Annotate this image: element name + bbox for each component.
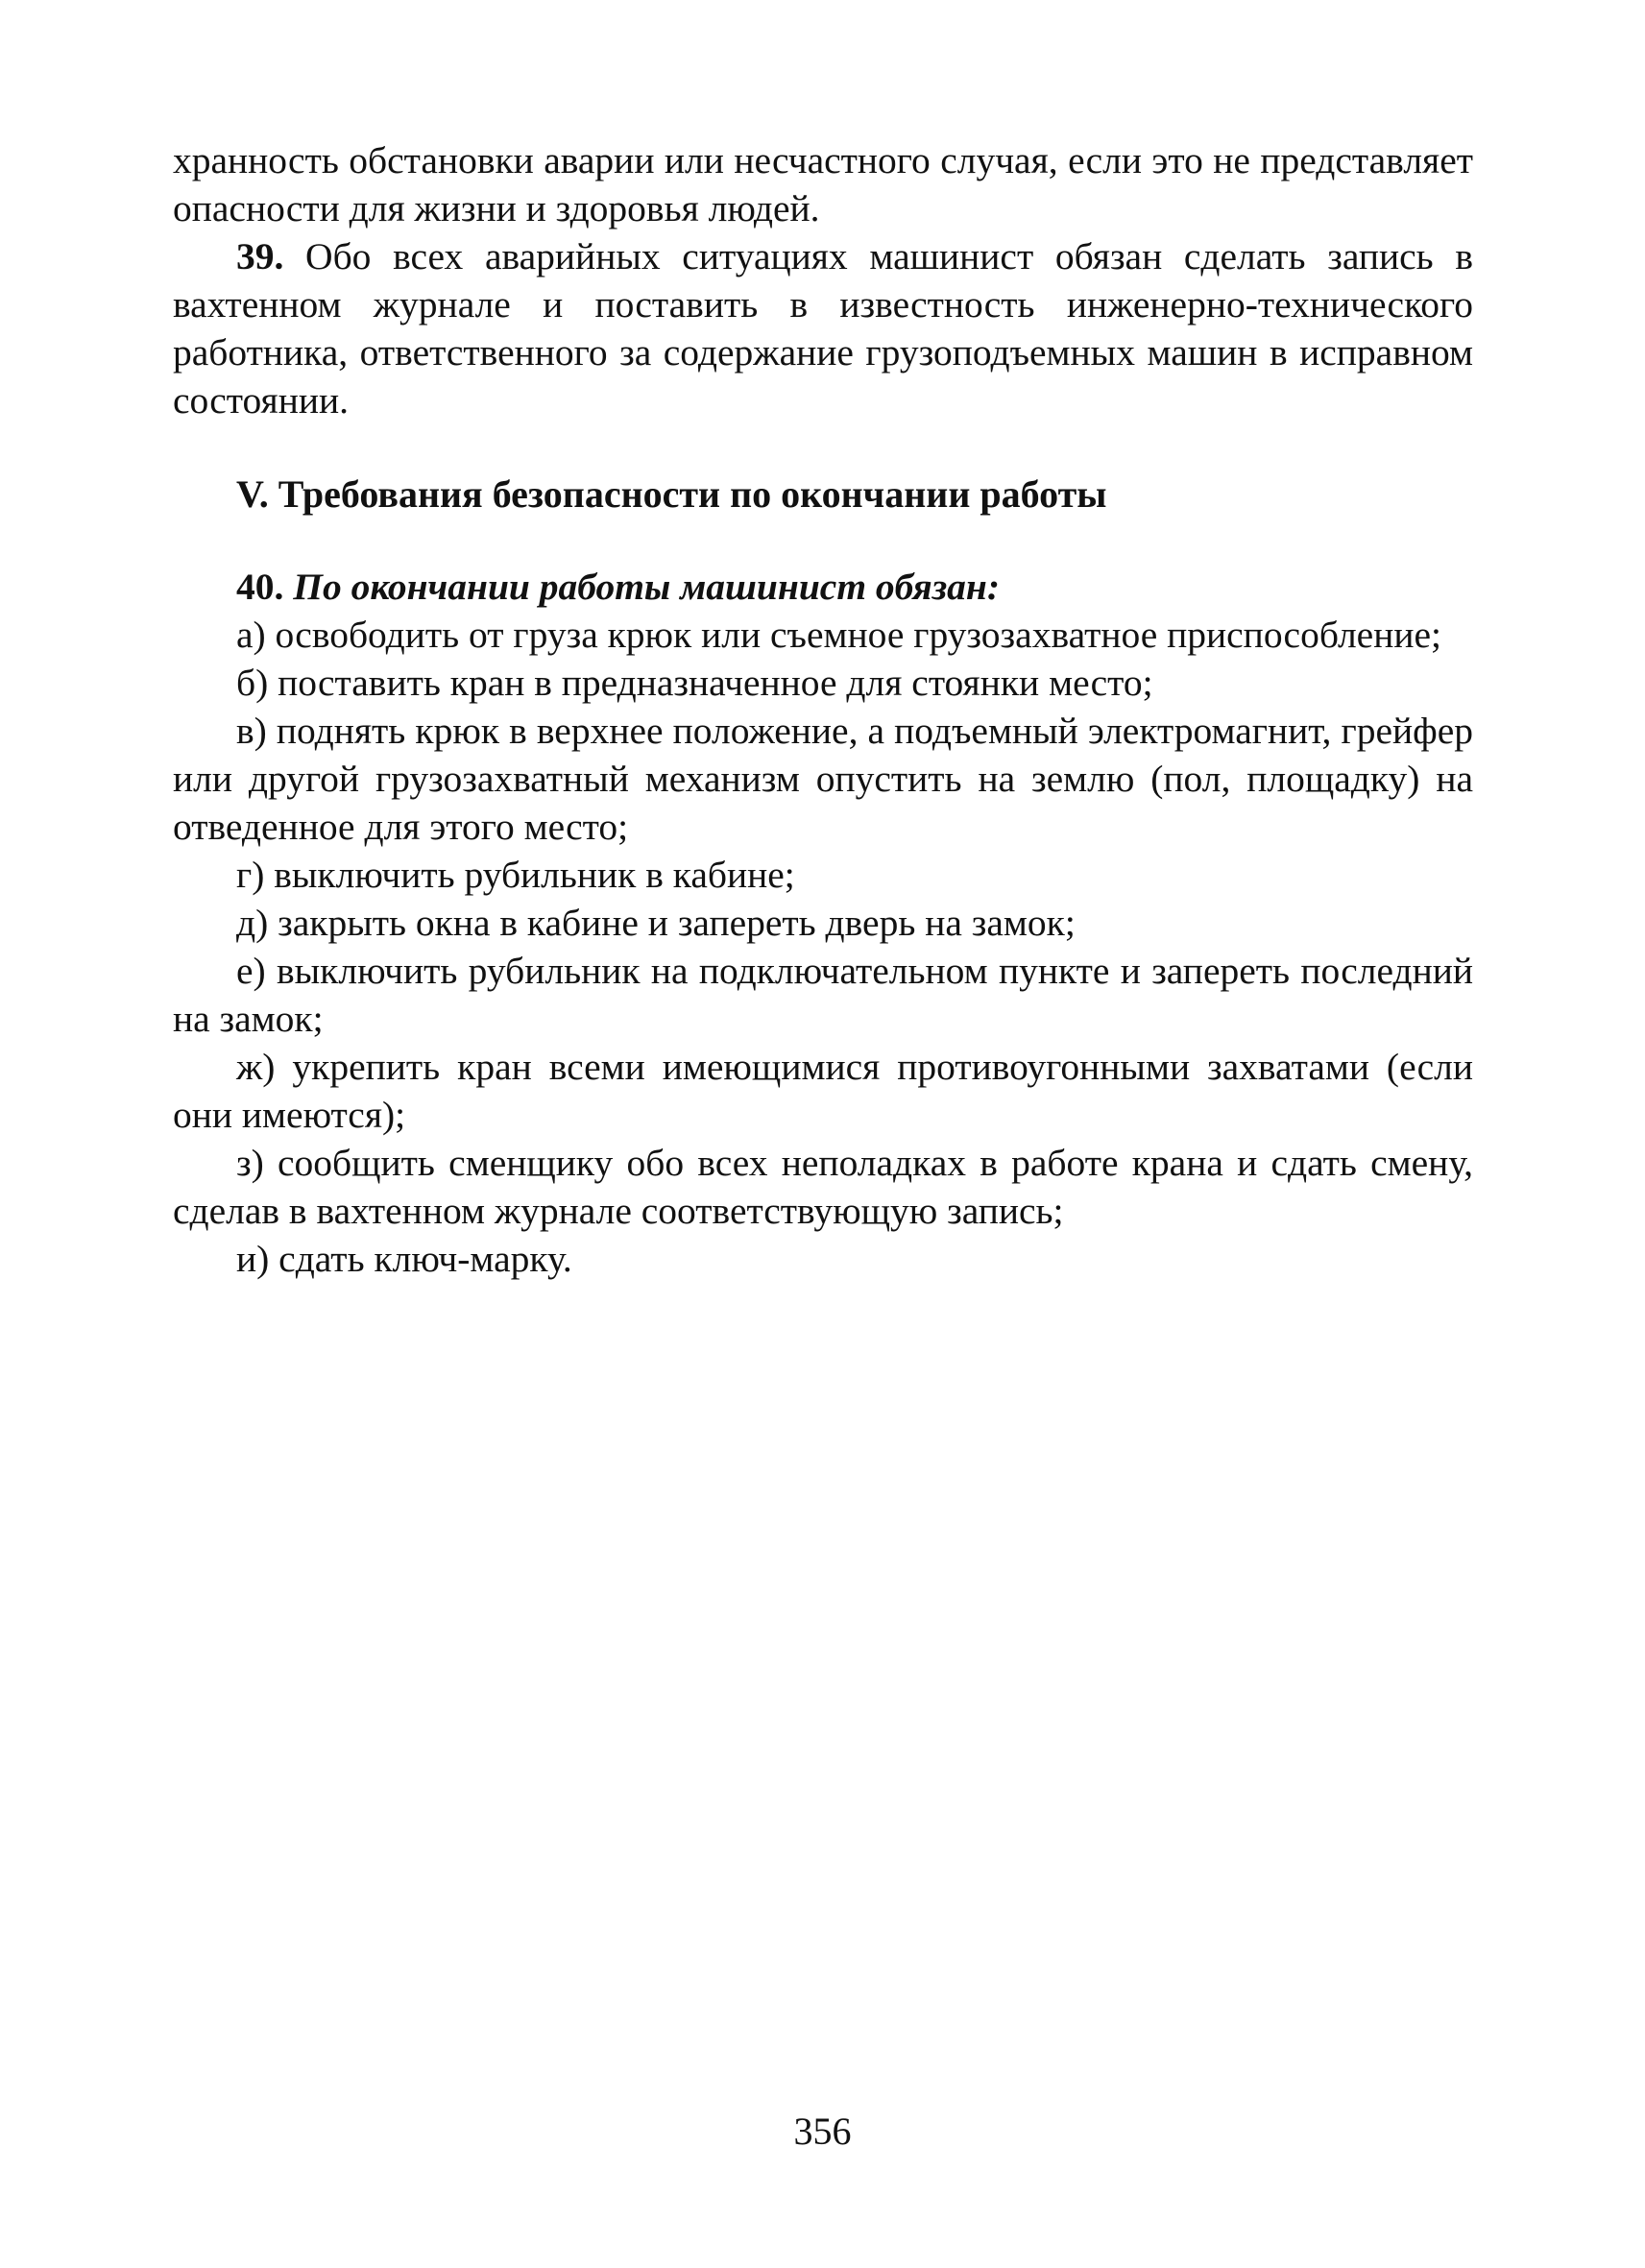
list-item: в) поднять крюк в верхнее положение, а подъемный электромагнит, грейфер или другой грузозахватный механизм опустить на землю (пол, площадку) на отведенное для этого место; [173, 710, 1473, 848]
item-40-title-paragraph [173, 563, 1473, 611]
list-item: а) освободить от груза крюк или съемное грузозахватное приспособление; [236, 614, 1441, 656]
list-item: г) выключить рубильник в кабине; [236, 854, 795, 896]
list-item: д) закрыть окна в кабине и запереть дверь на замок; [236, 902, 1076, 944]
list-item: з) сообщить сменщику обо всех неполадках в работе крана и сдать смену, сделав в вахтенном журнале соответствующую запись; [173, 1142, 1473, 1232]
continuation-paragraph: хранность обстановки аварии или несчастного случая, если это не представляет опасности для жизни и здоровья людей. [173, 139, 1473, 229]
page-number: 356 [793, 2110, 852, 2153]
list-item: е) выключить рубильник на подключательном пункте и запереть последний на замок; [173, 950, 1473, 1040]
document-page [173, 136, 1473, 1283]
list-item: ж) укрепить кран всеми имеющимися противоугонными захватами (если они имеются); [173, 1046, 1473, 1136]
item-40-title: По окончании работы машинист обязан: [283, 566, 1000, 608]
item-39-paragraph [173, 232, 1473, 424]
item-39-number: 39. [236, 235, 284, 277]
list-item: б) поставить кран в предназначенное для стоянки место; [236, 662, 1153, 704]
item-39-text: Обо всех аварийных ситуациях машинист обязан сделать запись в вахтенном журнале и поставить в известность инженерно-технического работника, ответственного за содержание грузоподъемных машин в исправном состоянии. [173, 235, 1473, 422]
list-item: и) сдать ключ-марку. [236, 1238, 572, 1280]
section-heading: V. Требования безопасности по окончании работы [236, 472, 1107, 516]
item-40-number: 40. [236, 566, 284, 608]
